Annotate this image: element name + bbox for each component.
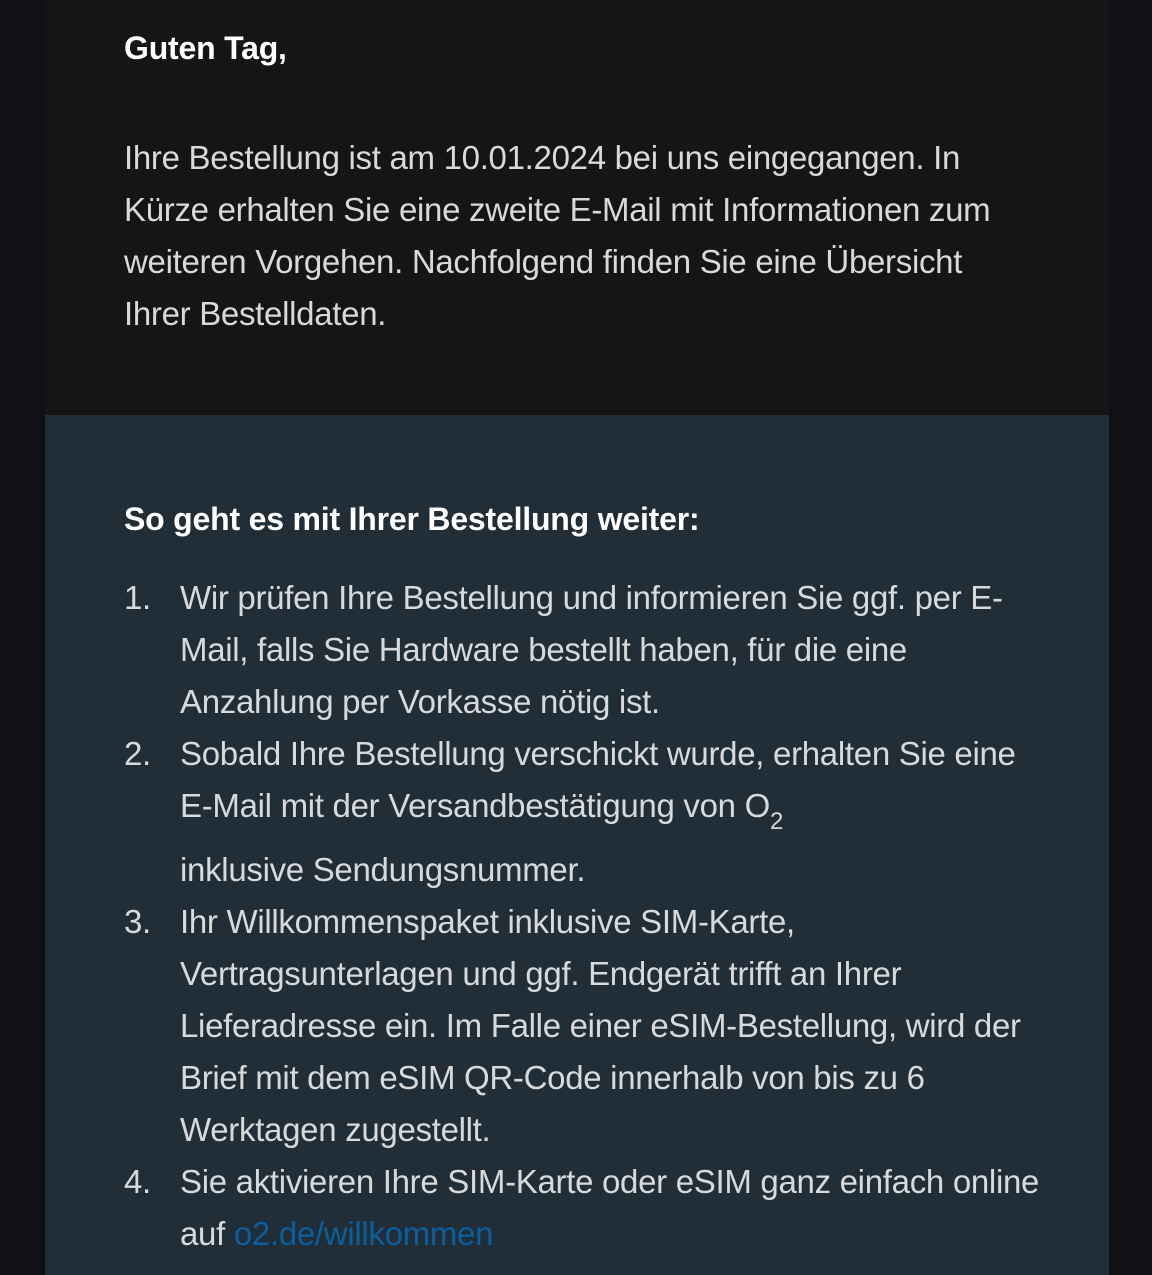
welcome-link[interactable]: o2.de/willkommen: [233, 1215, 494, 1252]
next-steps-list: [124, 572, 1044, 1260]
step-text-main: Sie aktivieren Ihre SIM-Karte oder eSIM ganz einfach online auf: [180, 1163, 1040, 1252]
step-number: 3.: [124, 903, 151, 940]
step-text-continuation: inklusive Sendungsnummer.: [180, 851, 586, 888]
step-text: [180, 1163, 1039, 1252]
next-steps-heading: So geht es mit Ihrer Bestellung weiter:: [124, 501, 700, 537]
greeting-section: [45, 0, 1109, 415]
next-step-item: [124, 728, 1044, 896]
next-step-item: [124, 1156, 1044, 1260]
step-number: 2.: [124, 735, 151, 772]
step-number: 1.: [124, 579, 151, 616]
email-content: [45, 0, 1109, 1275]
step-text: [180, 728, 1044, 835]
step-number: 4.: [124, 1163, 151, 1200]
o2-subscript: 2: [769, 808, 784, 835]
step-text-main: Sobald Ihre Bestellung verschickt wurde, erhalten Sie eine E-Mail mit der Versandbestätigung von O: [180, 735, 1016, 824]
next-step-item: [124, 572, 1044, 728]
order-confirmation-text: Ihre Bestellung ist am 10.01.2024 bei uns eingegangen. In Kürze erhalten Sie eine zweite E-Mail mit Informationen zum weiteren Vorgehen. Nachfolgend finden Sie eine Übersicht Ihrer Bestelldaten.: [124, 139, 991, 332]
greeting-heading: Guten Tag,: [124, 30, 287, 66]
step-text: Ihr Willkommenspaket inklusive SIM-Karte, Vertragsunterlagen und ggf. Endgerät trifft an Ihrer Lieferadresse ein. Im Falle einer eSIM-Bestellung, wird der Brief mit dem eSIM QR-Code innerhalb von bis zu 6 Werktagen zugestellt.: [180, 903, 1021, 1148]
next-steps-section: [45, 415, 1109, 1275]
next-step-item: [124, 896, 1044, 1156]
step-text: Wir prüfen Ihre Bestellung und informieren Sie ggf. per E-Mail, falls Sie Hardware bestellt haben, für die eine Anzahlung per Vorkasse nötig ist.: [180, 579, 1003, 720]
